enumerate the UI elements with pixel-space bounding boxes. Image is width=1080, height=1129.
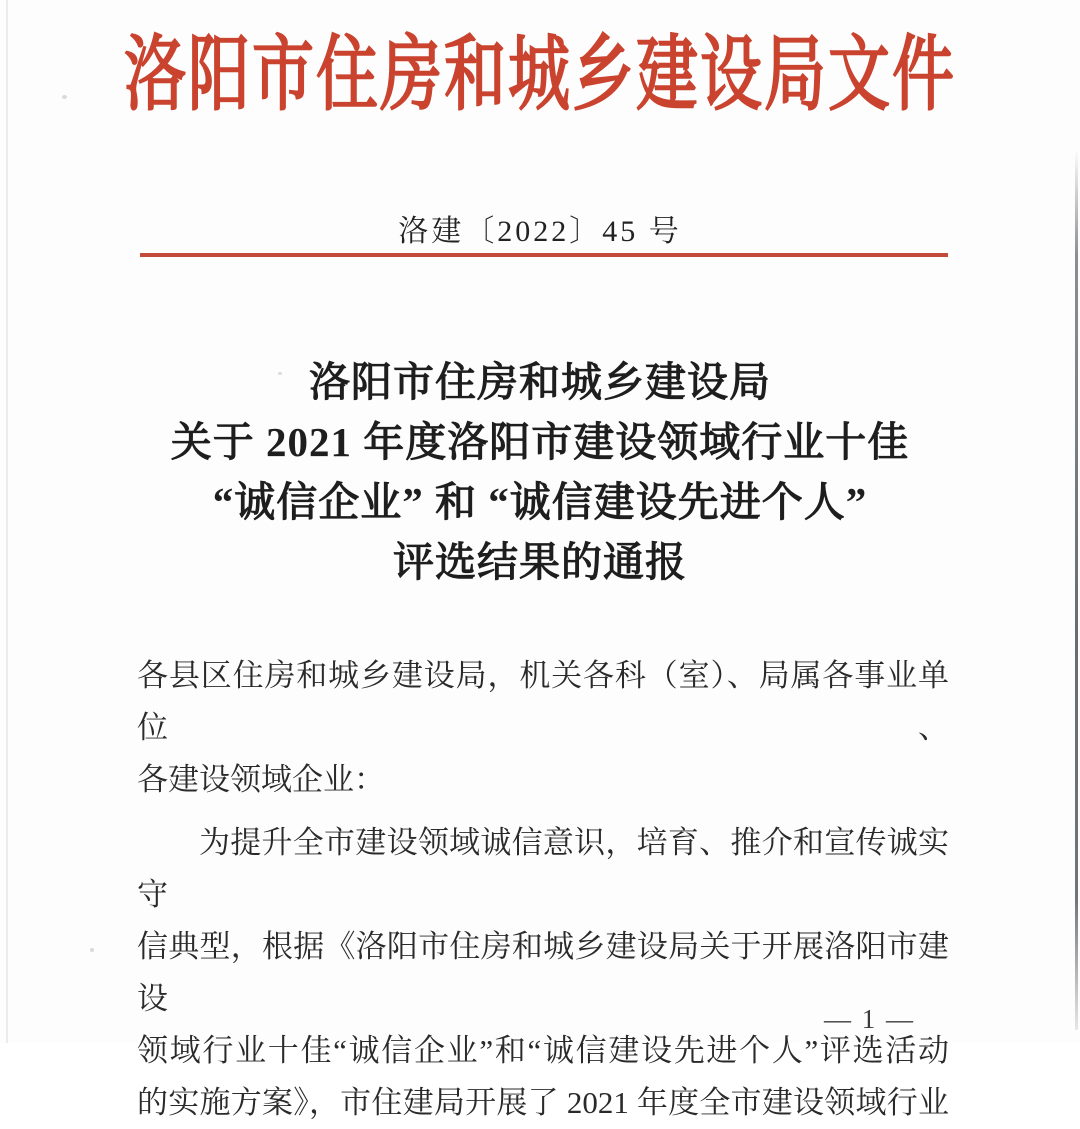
document-title-block: [0, 352, 1080, 592]
page-number: — 1 —: [824, 1004, 915, 1034]
paragraph-line-4: 的实施方案》，市住建局开展了 2021 年度全市建设领域行业: [137, 1085, 949, 1120]
salutation-line-1: 各县区住房和城乡建设局，机关各科（室）、局属各事业单位、: [137, 658, 949, 745]
red-divider-line: [140, 253, 948, 257]
title-line-3: “诚信企业” 和 “诚信建设先进个人”: [212, 479, 868, 525]
salutation-line-2: 各建设领域企业：: [137, 762, 385, 797]
paragraph-line-3: 领域行业十佳“诚信企业”和“诚信建设先进个人”评选活动: [137, 1033, 949, 1068]
document-body-text: [137, 650, 949, 1129]
document-number: 洛建〔2022〕45 号: [398, 215, 682, 248]
paragraph-line-1: 为提升全市建设领域诚信意识，培育、推介和宣传诚实守: [137, 825, 949, 912]
title-line-2: 关于 2021 年度洛阳市建设领域行业十佳: [170, 419, 910, 465]
title-line-4: 评选结果的通报: [393, 539, 687, 585]
paragraph-line-2: 信典型，根据《洛阳市住房和城乡建设局关于开展洛阳市建设: [137, 929, 949, 1016]
title-line-1: 洛阳市住房和城乡建设局: [309, 359, 771, 405]
scan-speck: [90, 948, 94, 952]
letterhead-title: 洛阳市住房和城乡建设局文件: [123, 30, 956, 122]
